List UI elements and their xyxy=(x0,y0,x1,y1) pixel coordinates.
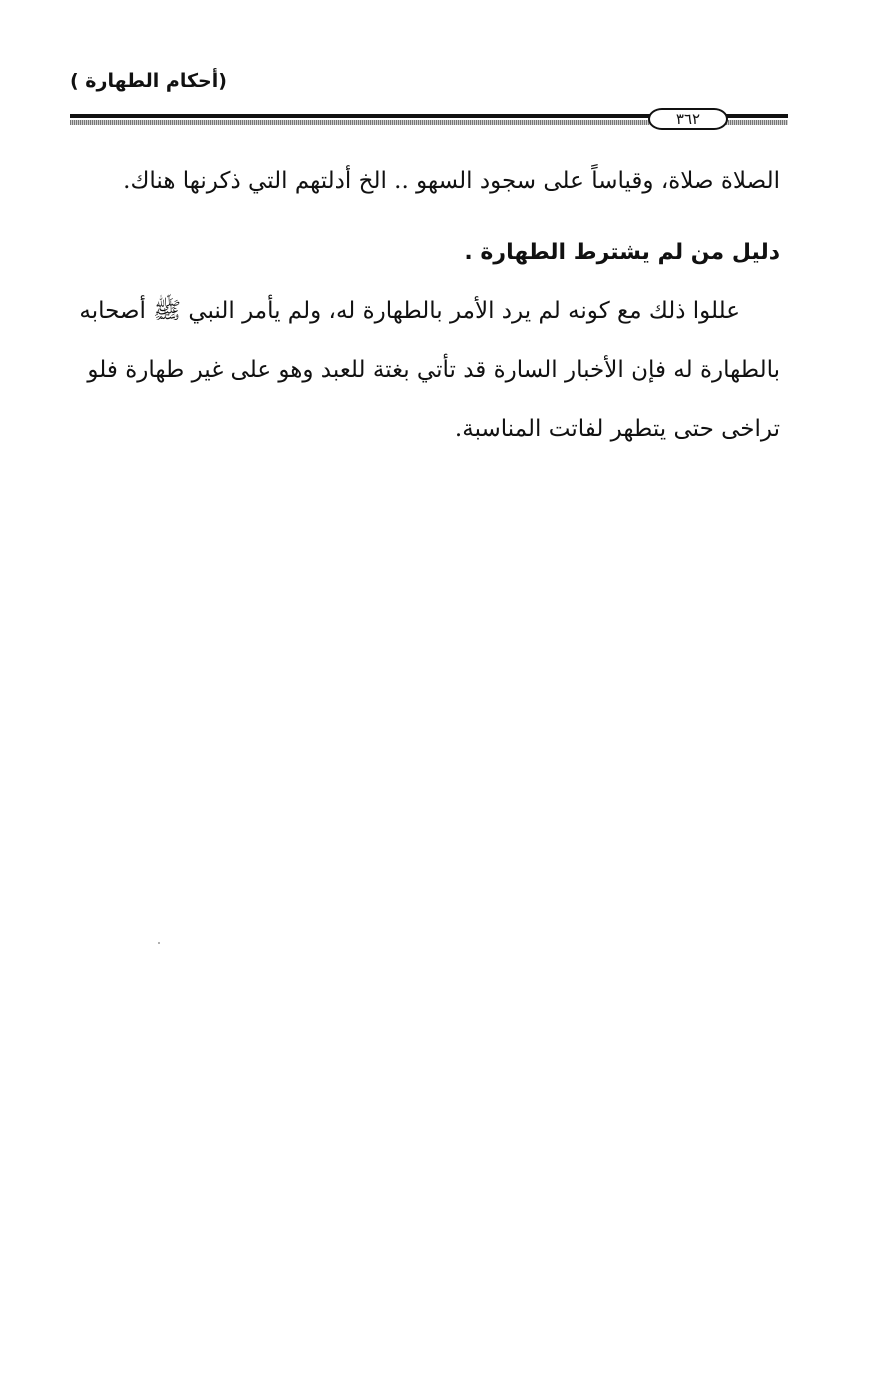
paragraph-line-1: عللوا ذلك مع كونه لم يرد الأمر بالطهارة له، ولم يأمر النبي ﷺ أصحابه xyxy=(79,298,740,324)
continued-text-line: الصلاة صلاة، وقياساً على سجود السهو .. الخ أدلتهم التي ذكرنها هناك. xyxy=(123,168,780,194)
page-number: ٣٦٢ xyxy=(648,108,728,130)
paragraph-line-3: تراخى حتى يتطهر لفاتت المناسبة. xyxy=(454,416,780,442)
paragraph-line-2: بالطهارة له فإن الأخبار السارة قد تأتي بغتة للعبد وهو على غير طهارة فلو xyxy=(87,357,780,383)
header-rule xyxy=(70,108,788,130)
section-heading: دليل من لم يشترط الطهارة . xyxy=(464,240,780,265)
running-header-title: (أحكام الطهارة ) xyxy=(70,70,227,92)
scan-speck xyxy=(158,942,160,944)
paragraph xyxy=(62,282,780,459)
